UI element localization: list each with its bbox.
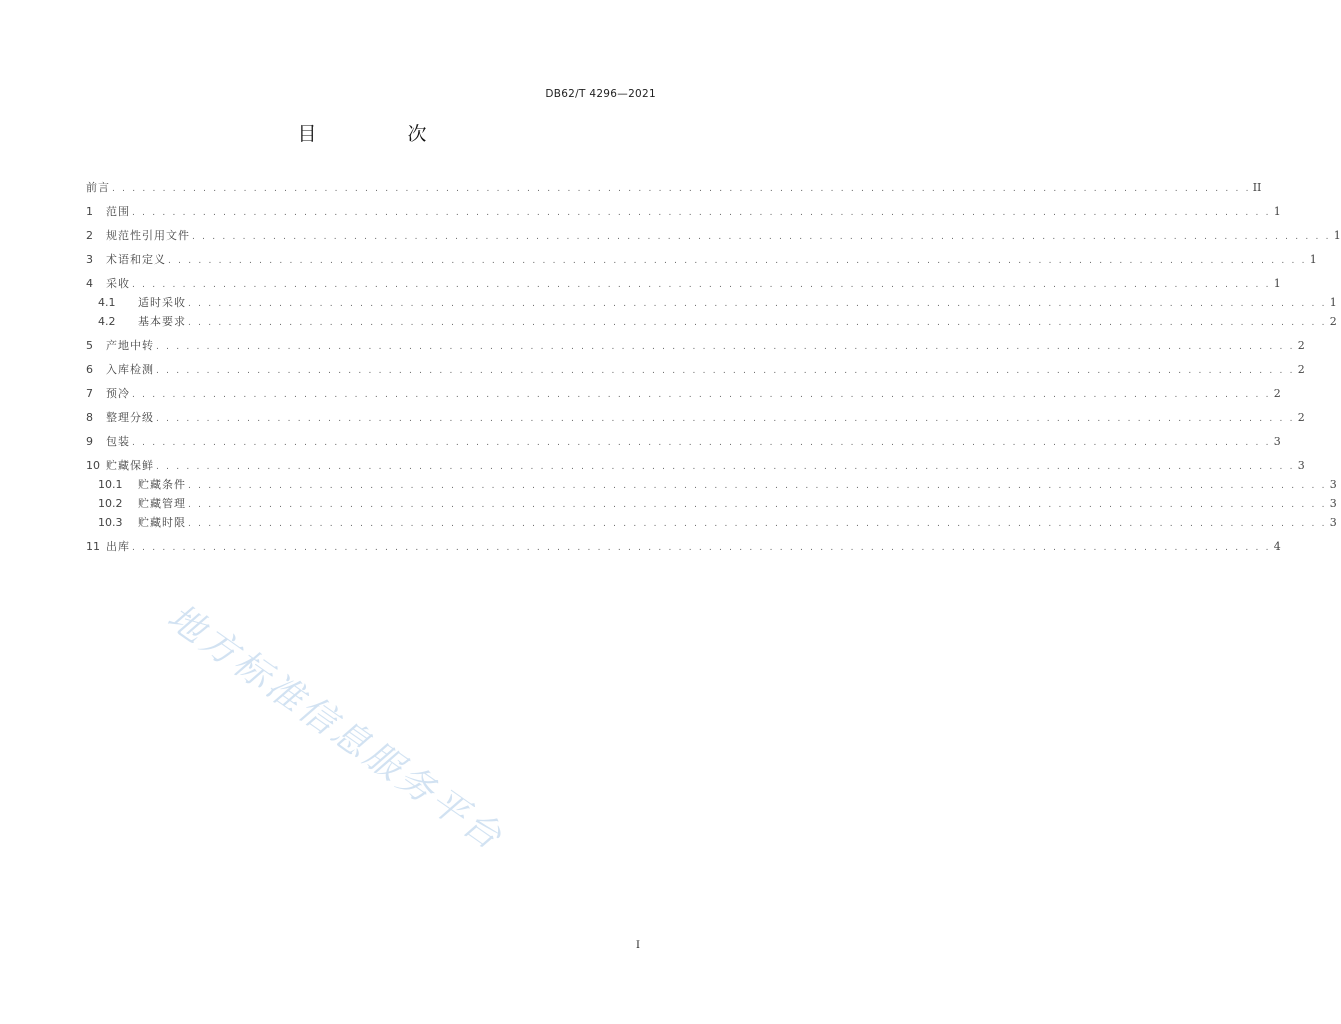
toc-entry-page: 1 [1273,205,1281,218]
toc-entry-number: 7 [86,387,93,400]
toc-entry-label: 贮藏保鲜 [106,459,154,472]
toc-entry-page: 2 [1329,315,1337,328]
toc-entry[interactable] [86,252,1317,268]
toc-entry-number: 2 [86,229,93,242]
toc-entry-page: 2 [1297,411,1305,424]
toc-entry-page: 3 [1297,459,1305,472]
toc-entry-page: 3 [1329,516,1337,529]
table-of-contents [86,180,1341,555]
toc-dot-leader: . . . . . . . . . . . . . . . . . . . . . . . . . . . . . . . . . . . . . . . . . . . . . . . . . . . . . . . . . . . . . . . . . . . . . . . . . . . . . . . . . . . . . . . . . . . . . . . . . . . . . . . . . . . . . . . . . [132,390,1271,400]
toc-entry[interactable] [86,362,1305,378]
toc-entry[interactable] [86,338,1305,354]
toc-entry-label: 采收 [106,277,130,290]
toc-entry-page: 2 [1297,363,1305,376]
toc-entry[interactable] [86,314,1337,330]
toc-entry-label: 预冷 [106,387,130,400]
toc-entry-page: 3 [1329,478,1337,491]
toc-entry-label: 贮藏条件 [138,478,186,491]
toc-entry[interactable] [86,515,1337,531]
toc-entry-number: 8 [86,411,93,424]
toc-dot-leader: . . . . . . . . . . . . . . . . . . . . . . . . . . . . . . . . . . . . . . . . . . . . . . . . . . . . . . . . . . . . . . . . . . . . . . . . . . . . . . . . . . . . . . . . . . . . . . . . . . . . . . . . . . . . . . . . . [156,414,1295,424]
toc-entry-page: 1 [1309,253,1317,266]
toc-entry-label: 产地中转 [106,339,154,352]
toc-entry[interactable] [86,228,1341,244]
toc-entry-number: 4.2 [98,315,116,328]
toc-entry-label: 出库 [106,540,130,553]
toc-entry[interactable] [86,276,1281,292]
toc-entry-label: 术语和定义 [106,253,166,266]
toc-dot-leader: . . . . . . . . . . . . . . . . . . . . . . . . . . . . . . . . . . . . . . . . . . . . . . . . . . . . . . . . . . . . . . . . . . . . . . . . . . . . . . . . . . . . . . . . . . . . . . . . . . . . . . . . . . . . . . . . . [188,500,1327,510]
toc-dot-leader: . . . . . . . . . . . . . . . . . . . . . . . . . . . . . . . . . . . . . . . . . . . . . . . . . . . . . . . . . . . . . . . . . . . . . . . . . . . . . . . . . . . . . . . . . . . . . . . . . . . . . . . . . . . . . . . . . [188,318,1327,328]
toc-entry-label: 贮藏时限 [138,516,186,529]
toc-dot-leader: . . . . . . . . . . . . . . . . . . . . . . . . . . . . . . . . . . . . . . . . . . . . . . . . . . . . . . . . . . . . . . . . . . . . . . . . . . . . . . . . . . . . . . . . . . . . . . . . . . . . . . . . . . . . . . . . . [188,299,1327,309]
toc-entry[interactable] [86,295,1337,311]
toc-entry-label: 包装 [106,435,130,448]
toc-dot-leader: . . . . . . . . . . . . . . . . . . . . . . . . . . . . . . . . . . . . . . . . . . . . . . . . . . . . . . . . . . . . . . . . . . . . . . . . . . . . . . . . . . . . . . . . . . . . . . . . . . . . . . . . . . . . . . . . . [168,256,1307,266]
toc-entry-page: 2 [1273,387,1281,400]
toc-entry-label: 规范性引用文件 [106,229,190,242]
toc-entry-page: 3 [1273,435,1281,448]
toc-dot-leader: . . . . . . . . . . . . . . . . . . . . . . . . . . . . . . . . . . . . . . . . . . . . . . . . . . . . . . . . . . . . . . . . . . . . . . . . . . . . . . . . . . . . . . . . . . . . . . . . . . . . . . . . . . . . . . . . . [112,184,1251,194]
toc-entry-page: II [1252,181,1262,194]
toc-dot-leader: . . . . . . . . . . . . . . . . . . . . . . . . . . . . . . . . . . . . . . . . . . . . . . . . . . . . . . . . . . . . . . . . . . . . . . . . . . . . . . . . . . . . . . . . . . . . . . . . . . . . . . . . . . . . . . . . . [132,280,1271,290]
toc-entry-number: 10.1 [98,478,123,491]
toc-entry-number: 6 [86,363,93,376]
toc-entry-label: 适时采收 [138,296,186,309]
toc-dot-leader: . . . . . . . . . . . . . . . . . . . . . . . . . . . . . . . . . . . . . . . . . . . . . . . . . . . . . . . . . . . . . . . . . . . . . . . . . . . . . . . . . . . . . . . . . . . . . . . . . . . . . . . . . . . . . . . . . [188,481,1327,491]
toc-dot-leader: . . . . . . . . . . . . . . . . . . . . . . . . . . . . . . . . . . . . . . . . . . . . . . . . . . . . . . . . . . . . . . . . . . . . . . . . . . . . . . . . . . . . . . . . . . . . . . . . . . . . . . . . . . . . . . . . . [156,366,1295,376]
toc-entry-label: 整理分级 [106,411,154,424]
toc-entry-number: 3 [86,253,93,266]
toc-entry-label: 贮藏管理 [138,497,186,510]
toc-entry[interactable] [86,496,1337,512]
toc-entry-number: 10 [86,459,100,472]
toc-entry-number: 9 [86,435,93,448]
toc-entry-label: 前言 [86,181,110,194]
toc-entry[interactable] [86,204,1281,220]
toc-entry-page: 1 [1273,277,1281,290]
toc-entry-label: 范围 [106,205,130,218]
toc-entry-number: 11 [86,540,100,553]
toc-entry-number: 4 [86,277,93,290]
toc-entry[interactable] [86,458,1305,474]
toc-entry-label: 入库检测 [106,363,154,376]
toc-entry[interactable] [86,539,1281,555]
toc-dot-leader: . . . . . . . . . . . . . . . . . . . . . . . . . . . . . . . . . . . . . . . . . . . . . . . . . . . . . . . . . . . . . . . . . . . . . . . . . . . . . . . . . . . . . . . . . . . . . . . . . . . . . . . . . . . . . . . . . [132,543,1271,553]
toc-dot-leader: . . . . . . . . . . . . . . . . . . . . . . . . . . . . . . . . . . . . . . . . . . . . . . . . . . . . . . . . . . . . . . . . . . . . . . . . . . . . . . . . . . . . . . . . . . . . . . . . . . . . . . . . . . . . . . . . . [192,232,1331,242]
toc-dot-leader: . . . . . . . . . . . . . . . . . . . . . . . . . . . . . . . . . . . . . . . . . . . . . . . . . . . . . . . . . . . . . . . . . . . . . . . . . . . . . . . . . . . . . . . . . . . . . . . . . . . . . . . . . . . . . . . . . [156,342,1295,352]
toc-entry-page: 1 [1329,296,1337,309]
toc-entry-number: 1 [86,205,93,218]
toc-entry-number: 5 [86,339,93,352]
toc-entry[interactable] [86,434,1281,450]
toc-entry-label: 基本要求 [138,315,186,328]
toc-entry-number: 4.1 [98,296,116,309]
toc-entry-page: 3 [1329,497,1337,510]
toc-entry-number: 10.2 [98,497,123,510]
toc-entry-page: 1 [1333,229,1341,242]
toc-entry[interactable] [86,180,1262,196]
toc-entry-number: 10.3 [98,516,123,529]
toc-dot-leader: . . . . . . . . . . . . . . . . . . . . . . . . . . . . . . . . . . . . . . . . . . . . . . . . . . . . . . . . . . . . . . . . . . . . . . . . . . . . . . . . . . . . . . . . . . . . . . . . . . . . . . . . . . . . . . . . . [188,519,1327,529]
toc-entry[interactable] [86,410,1305,426]
page-number: I [636,940,640,951]
toc-entry[interactable] [86,386,1281,402]
toc-entry[interactable] [86,477,1337,493]
toc-dot-leader: . . . . . . . . . . . . . . . . . . . . . . . . . . . . . . . . . . . . . . . . . . . . . . . . . . . . . . . . . . . . . . . . . . . . . . . . . . . . . . . . . . . . . . . . . . . . . . . . . . . . . . . . . . . . . . . . . [132,438,1271,448]
toc-dot-leader: . . . . . . . . . . . . . . . . . . . . . . . . . . . . . . . . . . . . . . . . . . . . . . . . . . . . . . . . . . . . . . . . . . . . . . . . . . . . . . . . . . . . . . . . . . . . . . . . . . . . . . . . . . . . . . . . . [132,208,1271,218]
standard-code: DB62/T 4296—2021 [545,88,656,100]
toc-entry-page: 4 [1273,540,1281,553]
watermark: 地方标准信息服务平台 [159,596,512,860]
page-title: 目 次 [297,123,463,145]
toc-dot-leader: . . . . . . . . . . . . . . . . . . . . . . . . . . . . . . . . . . . . . . . . . . . . . . . . . . . . . . . . . . . . . . . . . . . . . . . . . . . . . . . . . . . . . . . . . . . . . . . . . . . . . . . . . . . . . . . . . [156,462,1295,472]
toc-entry-page: 2 [1297,339,1305,352]
